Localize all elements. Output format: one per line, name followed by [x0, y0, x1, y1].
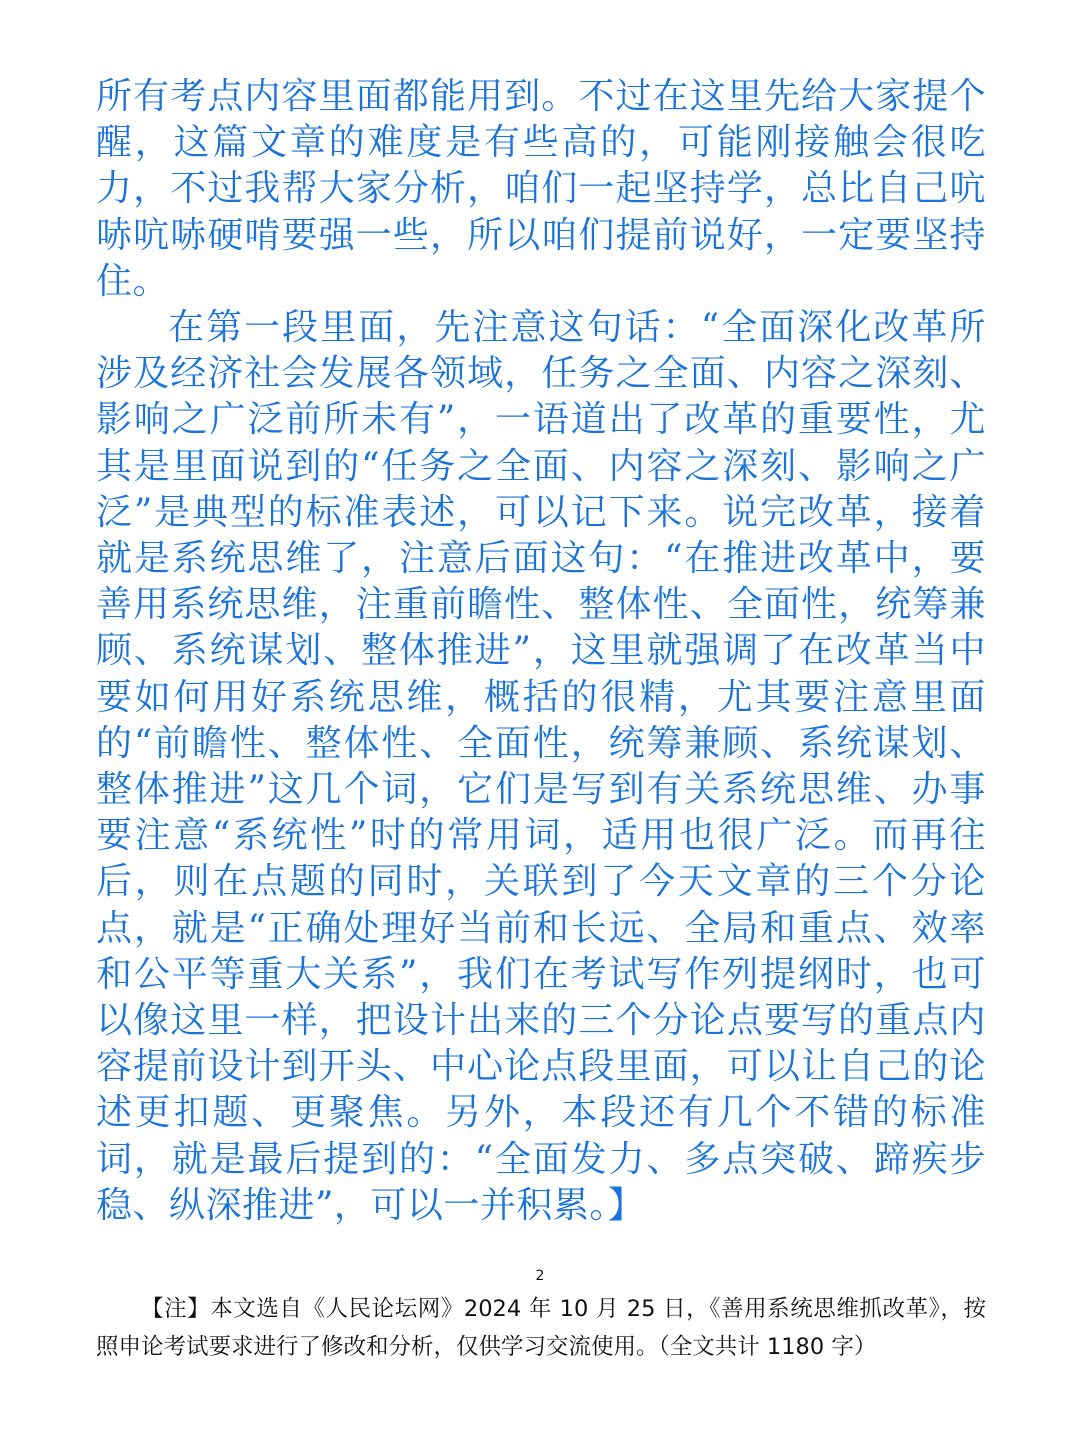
article-body	[96, 74, 986, 1229]
paragraph-continuation: 所有考点内容里面都能用到。不过在这里先给大家提个醒，这篇文章的难度是有些高的，可能刚接触会很吃力，不过我帮大家分析，咱们一起坚持学，总比自己吭哧吭哧硬啃要强一些，所以咱们提前说好，一定要坚持住。	[96, 76, 986, 302]
source-note: 【注】本文选自《人民论坛网》2024 年 10 月 25 日，《善用系统思维抓改革》，按照申论考试要求进行了修改和分析，仅供学习交流使用。（全文共计 1180 字）	[96, 1296, 986, 1360]
page-number: 2	[535, 1268, 545, 1284]
paragraph-analysis: 在第一段里面，先注意这句话：“全面深化改革所涉及经济社会发展各领域，任务之全面、内容之深刻、影响之广泛前所未有”，一语道出了改革的重要性，尤其是里面说到的“任务之全面、内容之深刻、影响之广泛”是典型的标准表述，可以记下来。说完改革，接着就是系统思维了，注意后面这句：“在推进改革中，要善用系统思维，注重前瞻性、整体性、全面性，统筹兼顾、系统谋划、整体推进”，这里就强调了在改革当中要如何用好系统思维，概括的很精，尤其要注意里面的“前瞻性、整体性、全面性，统筹兼顾、系统谋划、整体推进”这几个词，它们是写到有关系统思维、办事要注意“系统性”时的常用词，适用也很广泛。而再往后，则在点题的同时，关联到了今天文章的三个分论点，就是“正确处理好当前和长远、全局和重点、效率和公平等重大关系”，我们在考试写作列提纲时，也可以像这里一样，把设计出来的三个分论点要写的重点内容提前设计到开头、中心论点段里面，可以让自己的论述更扣题、更聚焦。另外，本段还有几个不错的标准词，就是最后提到的：“全面发力、多点突破、蹄疾步稳、纵深推进”，可以一并积累。】	[96, 307, 986, 1226]
